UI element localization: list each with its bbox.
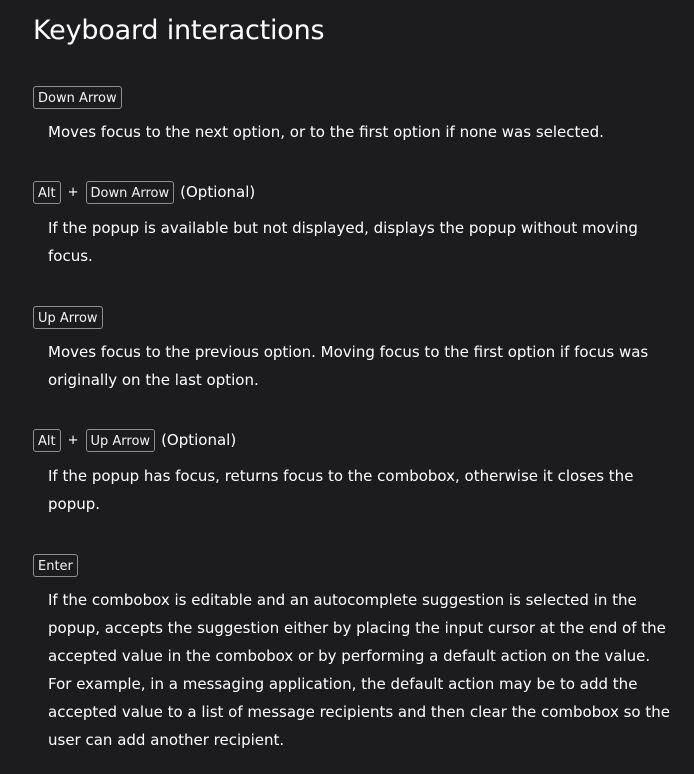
description-alt-up-arrow: If the popup has focus, returns focus to the combobox, otherwise it closes the popup. <box>48 467 634 513</box>
key-down-arrow: Down Arrow <box>33 86 122 109</box>
key-combo-alt-up-arrow <box>33 427 236 453</box>
key-up-arrow: Up Arrow <box>86 429 156 452</box>
key-alt: Alt <box>33 429 61 452</box>
description-down-arrow: Moves focus to the next option, or to the first option if none was selected. <box>48 123 604 141</box>
key-combo-alt-down-arrow <box>33 179 255 205</box>
plus-separator: + <box>67 184 79 200</box>
key-combo-up-arrow <box>33 304 103 330</box>
key-enter: Enter <box>33 554 78 577</box>
description-enter: If the combobox is editable and an autocomplete suggestion is selected in the popup, accepts the suggestion either by placing the input cursor at the end of the accepted value in the combobox or by performing a default action on the value. For example, in a messaging application, the default action may be to add the accepted value to a list of message recipients and then clear the combobox so the user can add another recipient. <box>48 591 670 749</box>
key-combo-down-arrow <box>33 84 122 110</box>
key-alt: Alt <box>33 181 61 204</box>
optional-label: (Optional) <box>161 431 237 449</box>
description-up-arrow: Moves focus to the previous option. Moving focus to the first option if focus was originally on the last option. <box>48 343 649 389</box>
plus-separator: + <box>67 432 79 448</box>
key-up-arrow: Up Arrow <box>33 306 103 329</box>
optional-label: (Optional) <box>180 183 256 201</box>
key-combo-enter <box>33 552 78 578</box>
page-title: Keyboard interactions <box>33 15 325 46</box>
description-alt-down-arrow: If the popup is available but not displayed, displays the popup without moving focus. <box>48 219 638 265</box>
key-down-arrow: Down Arrow <box>86 181 175 204</box>
